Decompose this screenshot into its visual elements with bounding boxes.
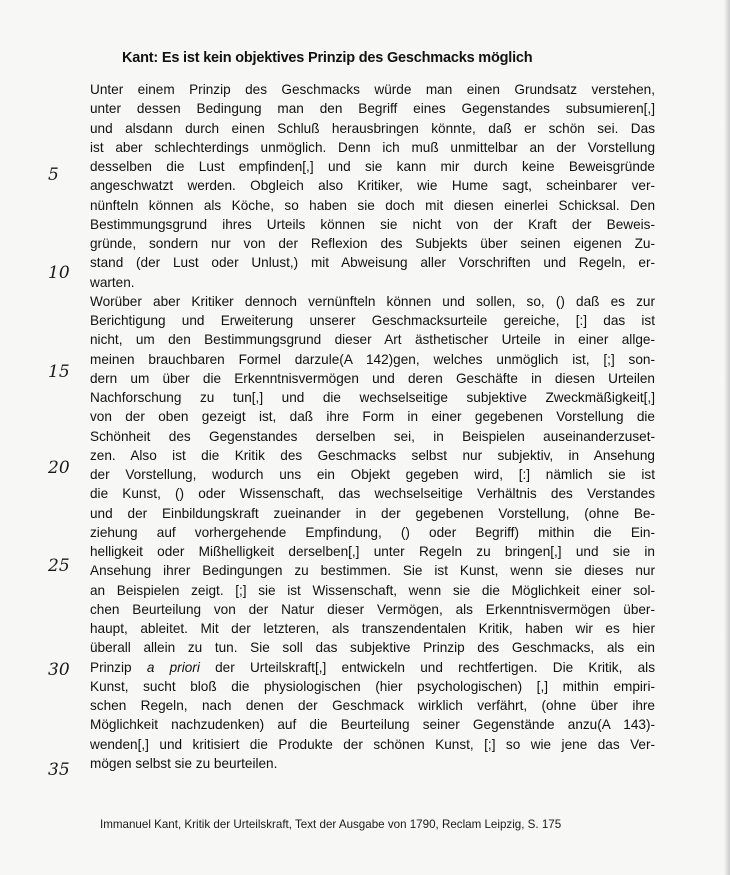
text-line-31-before: Prinzip (90, 659, 147, 675)
text-line-16: dern um über die Erkenntnisvermögen und deren Geschäfte in diesen Urteilen (90, 370, 655, 386)
text-line-36: mögen selbst sie zu beurteilen. (90, 755, 278, 771)
italic-a-priori: a priori (146, 659, 200, 675)
line-number-25: 25 (48, 556, 70, 576)
text-line-35: wenden[,] und kritisiert die Produkte der schönen Kunst, [;] so wie jene das Ver- (90, 736, 655, 752)
text-line-22: die Kunst, () oder Wissenschaft, das wechselseitige Verhältnis des Verstandes (90, 486, 655, 502)
text-line-14: nicht, um den Bestimmungsgrund dieser Art ästhetischer Urteile in einer allge- (90, 332, 655, 348)
text-line-26: Ansehung ihrer Bedingungen zu bestimmen. Sie ist Kunst, wenn sie dieses nur (90, 563, 655, 579)
text-line-4: ist aber schlechterdings unmöglich. Denn ich muß unmittelbar an der Vorstellung (90, 139, 655, 155)
text-line-18: von der oben gezeigt ist, daß ihre Form in einer gegebenen Vorstellung die (90, 409, 655, 425)
line-number-30: 30 (48, 660, 70, 680)
text-line-28: chen Beurteilung von der Natur dieser Vermögen, als Erkenntnisvermögen über- (90, 601, 655, 617)
text-line-13: Berichtigung und Erweiterung unserer Geschmacksurteile gereiche, [:] das ist (90, 313, 655, 328)
text-line-27: an Beispielen zeigt. [;] sie ist Wissenschaft, wenn sie die Möglichkeit einer sol- (90, 582, 655, 598)
text-line-33: schen Regeln, nach denen der Geschmack wirklich verfährt, (ohne über ihre (90, 698, 655, 713)
line-number-35: 35 (48, 760, 70, 780)
text-line-15: meinen brauchbaren Formel darzule(A 142)gen, welches unmöglich ist, [;] son- (90, 351, 655, 367)
text-line-20: zen. Also ist die Kritik des Geschmacks selbst nur subjektiv, in Ansehung (90, 447, 655, 463)
text-line-17: Nachforschung zu tun[,] und die wechselseitige subjektive Zweckmäßigkeit[,] (90, 390, 655, 405)
text-line-32: Kunst, sucht bloß die physiologischen (hier psychologischen) [,] mithin empiri- (90, 678, 655, 694)
text-line-31-after: der Urteilskraft[,] entwickeln und rechtfertigen. Die Kritik, als (199, 659, 656, 675)
text-line-2: unter dessen Bedingung man den Begriff eines Gegenstandes subsumieren[,] (90, 101, 655, 117)
text-line-12: Worüber aber Kritiker dennoch vernünfteln können und sollen, so, () daß es zur (90, 293, 655, 309)
line-number-10: 10 (48, 263, 70, 283)
text-line-8: Bestimmungsgrund ihres Urteils können sie nicht von der Kraft der Beweis- (90, 216, 655, 232)
text-line-9: gründe, sondern nur von der Reflexion des Subjekts über seinen eigenen Zu- (90, 236, 655, 251)
text-line-19: Schönheit des Gegenstandes derselben sei, in Beispielen auseinanderzuset- (90, 428, 655, 444)
scan-edge-shadow (724, 0, 730, 875)
document-title: Kant: Es ist kein objektives Prinzip des Geschmacks möglich (122, 50, 533, 66)
source-citation: Immanuel Kant, Kritik der Urteilskraft, Text der Ausgabe von 1790, Reclam Leipzig, S. 175 (100, 818, 562, 831)
text-line-10: stand (der Lust oder Unlust,) mit Abweisung aller Vorschriften und Regeln, er- (90, 255, 655, 271)
line-number-20: 20 (48, 458, 70, 478)
body-text (90, 80, 655, 773)
text-line-3: und alsdann durch einen Schluß herausbringen könnte, daß er schön sei. Das (90, 120, 655, 136)
text-line-31 (90, 658, 655, 677)
line-number-15: 15 (48, 362, 70, 382)
text-line-5: desselben die Lust empfinden[,] und sie kann mir durch keine Beweisgründe (90, 159, 655, 174)
text-line-23: und der Einbildungskraft zueinander in der gegebenen Vorstellung, (ohne Be- (90, 505, 655, 521)
text-line-29: haupt, ableitet. Mit der letzteren, als transzendentalen Kritik, haben wir es hier (90, 621, 655, 636)
text-line-25: helligkeit oder Mißhelligkeit derselben[,] unter Regeln zu bringen[,] und sie in (90, 544, 655, 559)
text-line-1: Unter einem Prinzip des Geschmacks würde man einen Grundsatz verstehen, (90, 82, 655, 97)
line-number-5: 5 (48, 165, 59, 185)
text-line-6: angeschwatzt werden. Obgleich also Kritiker, wie Hume sagt, scheinbarer ver- (90, 178, 655, 194)
text-line-7: nünfteln können als Köche, so haben sie doch mit diesen einerlei Schicksal. Den (90, 197, 655, 213)
text-line-30: überall allein zu tun. Sie soll das subjektive Prinzip des Geschmacks, als ein (90, 640, 655, 656)
text-line-24: ziehung auf vorhergehende Empfindung, () oder Begriff) mithin die Ein- (90, 524, 655, 540)
text-line-34: Möglichkeit nachzudenken) auf die Beurteilung seiner Gegenstände anzu(A 143)- (90, 717, 655, 733)
text-line-21: der Vorstellung, wodurch uns ein Objekt gegeben wird, [:] nämlich sie ist (90, 467, 655, 482)
text-line-11: warten. (90, 274, 135, 290)
